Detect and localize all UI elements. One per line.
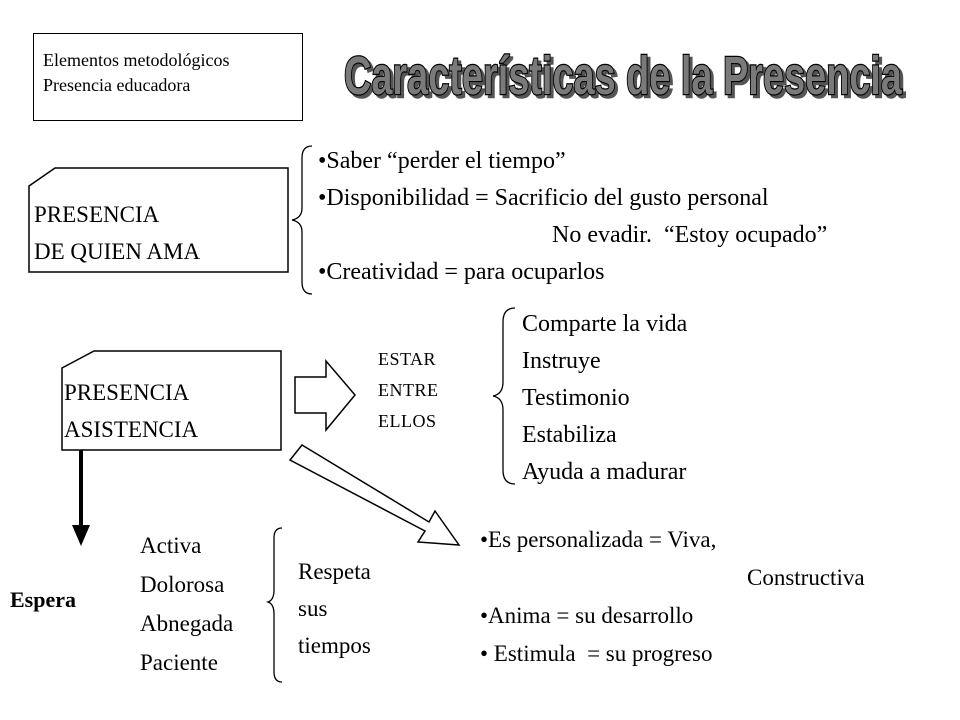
bullet-item: •Disponibilidad = Sacrificio del gusto personal [318, 185, 769, 211]
presencia-quien-ama-label [34, 196, 284, 270]
bullet-item: •Saber “perder el tiempo” [318, 148, 566, 174]
pa-label-line-2: ASISTENCIA [64, 417, 199, 442]
down-arrow-head [72, 525, 90, 546]
estar-word: ENTRE [378, 380, 439, 400]
list-item: Ayuda a madurar [522, 459, 687, 485]
espera-label: Espera [10, 587, 76, 612]
block-arrow-right [295, 361, 355, 430]
bullet-item: Constructiva [747, 565, 865, 590]
bullet-item: • Estimula = su progreso [480, 641, 713, 666]
brace-3 [268, 528, 282, 682]
estar-word: ESTAR [378, 349, 437, 369]
bullet-item: •Es personalizada = Viva, [480, 527, 717, 552]
asistencia-items [522, 306, 687, 491]
respeta-word: Respeta [298, 559, 371, 584]
pa-label-line-1: PRESENCIA [64, 380, 190, 405]
espera-qualities [140, 526, 233, 682]
presencia-quien-ama-bullets [318, 143, 827, 291]
list-item: Testimonio [522, 385, 630, 411]
personalizada-bullets [480, 521, 865, 673]
page-title: Características de la Presencia [344, 46, 903, 106]
list-item: Estabiliza [522, 422, 617, 448]
estar-word: ELLOS [378, 411, 437, 431]
pq-label-line-1: PRESENCIA [34, 202, 160, 227]
bullet-item: No evadir. “Estoy ocupado” [552, 222, 828, 248]
list-item: Abnegada [140, 611, 234, 636]
list-item: Dolorosa [140, 572, 225, 597]
presencia-asistencia-label [64, 374, 294, 448]
pq-label-line-2: DE QUIEN AMA [34, 239, 201, 264]
respeta-word: sus [298, 596, 328, 621]
block-arrow-diagonal [290, 445, 459, 545]
bullet-item: •Creatividad = para ocuparlos [318, 259, 605, 285]
respeta-sus-tiempos [298, 553, 371, 664]
bullet-item: •Anima = su desarrollo [480, 603, 694, 628]
reference-line-1: Elementos metodológicos [43, 50, 230, 70]
reference-line-2: Presencia educadora [43, 75, 191, 95]
brace-2 [493, 308, 515, 484]
list-item: Activa [140, 533, 202, 558]
list-item: Paciente [140, 650, 218, 675]
estar-entre-ellos [378, 344, 439, 437]
brace-1 [292, 146, 312, 294]
list-item: Instruye [522, 348, 601, 374]
respeta-word: tiempos [298, 633, 371, 658]
list-item: Comparte la vida [522, 311, 688, 337]
